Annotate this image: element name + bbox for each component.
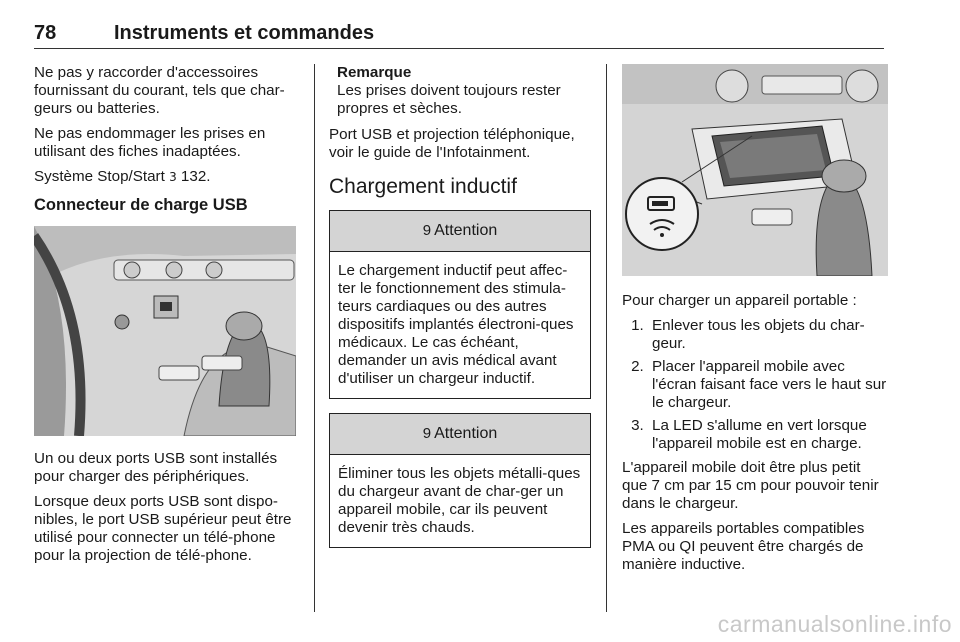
paragraph: L'appareil mobile doit être plus petit que 7 cm par 15 cm pour pouvoir tenir dans le chargeur.: [622, 459, 879, 512]
page-number: 78: [34, 22, 57, 44]
warning-text: Le chargement inductif peut affec-ter le fonctionnement des stimula-teurs cardiaques ou des autres dispositifs implantés électroni-ques médicaux. Le cas échéant, demander un avis médical avant d'utiliser un chargeur inductif.: [338, 262, 574, 387]
column-divider-2: [606, 64, 607, 612]
paragraph: Pour charger un appareil portable :: [622, 292, 857, 309]
subheading-usb: Connecteur de charge USB: [34, 196, 248, 214]
warning-title: Attention: [434, 425, 498, 442]
warning-box-2: [329, 413, 591, 548]
column-divider-1: [314, 64, 315, 612]
remark-title: Remarque: [337, 64, 412, 81]
paragraph: Un ou deux ports USB sont installés pour charger des périphériques.: [34, 450, 278, 485]
cross-reference: Système Stop/Start 3 132.: [34, 168, 211, 185]
remark-note: [337, 64, 591, 118]
warning-title: Attention: [434, 222, 498, 239]
header-rule: [34, 48, 884, 49]
paragraph: Les appareils portables compatibles PMA ou QI peuvent être chargés de manière inductive.: [622, 520, 865, 573]
remark-text: Les prises doivent toujours rester propres et sèches.: [337, 82, 561, 117]
paragraph: Port USB et projection téléphonique, voir le guide de l'Infotainment.: [329, 126, 575, 161]
column-3: [622, 64, 888, 581]
paragraph: Ne pas y raccorder d'accessoires fournissant du courant, tels que char-geurs ou batteries.: [34, 64, 285, 117]
list-item: 3. La LED s'allume en vert lorsque l'appareil mobile est en charge.: [648, 417, 888, 453]
steps-list: [622, 317, 888, 453]
list-item: 2. Placer l'appareil mobile avec l'écran faisant face vers le haut sur le chargeur.: [648, 358, 888, 412]
column-2: [329, 64, 591, 562]
watermark: carmanualsonline.info: [717, 611, 952, 637]
warning-text: Éliminer tous les objets métalli-ques du chargeur avant de char-ger un appareil mobile, car ils peuvent devenir très chauds.: [338, 465, 581, 536]
page-ref-icon: 3: [169, 170, 177, 184]
heading-inductive-charging: Chargement inductif: [329, 175, 517, 198]
warning-header: [330, 211, 590, 252]
inductive-charger-illustration: [622, 64, 888, 276]
warning-header: [330, 414, 590, 455]
usb-port-illustration: [34, 226, 296, 436]
list-item: 1. Enlever tous les objets du char-geur.: [648, 317, 888, 353]
warning-box-1: [329, 210, 591, 399]
paragraph: Lorsque deux ports USB sont dispo-nibles, le port USB supérieur peut être utilisé pour connecter un télé-phone pour la projection de télé-phone.: [34, 493, 292, 564]
page-header: [34, 10, 884, 50]
column-1: [34, 64, 296, 572]
section-title: Instruments et commandes: [114, 22, 375, 44]
warning-triangle-icon: 9: [422, 425, 432, 442]
warning-triangle-icon: 9: [422, 222, 432, 239]
paragraph: Ne pas endommager les prises en utilisant des fiches inadaptées.: [34, 125, 266, 160]
